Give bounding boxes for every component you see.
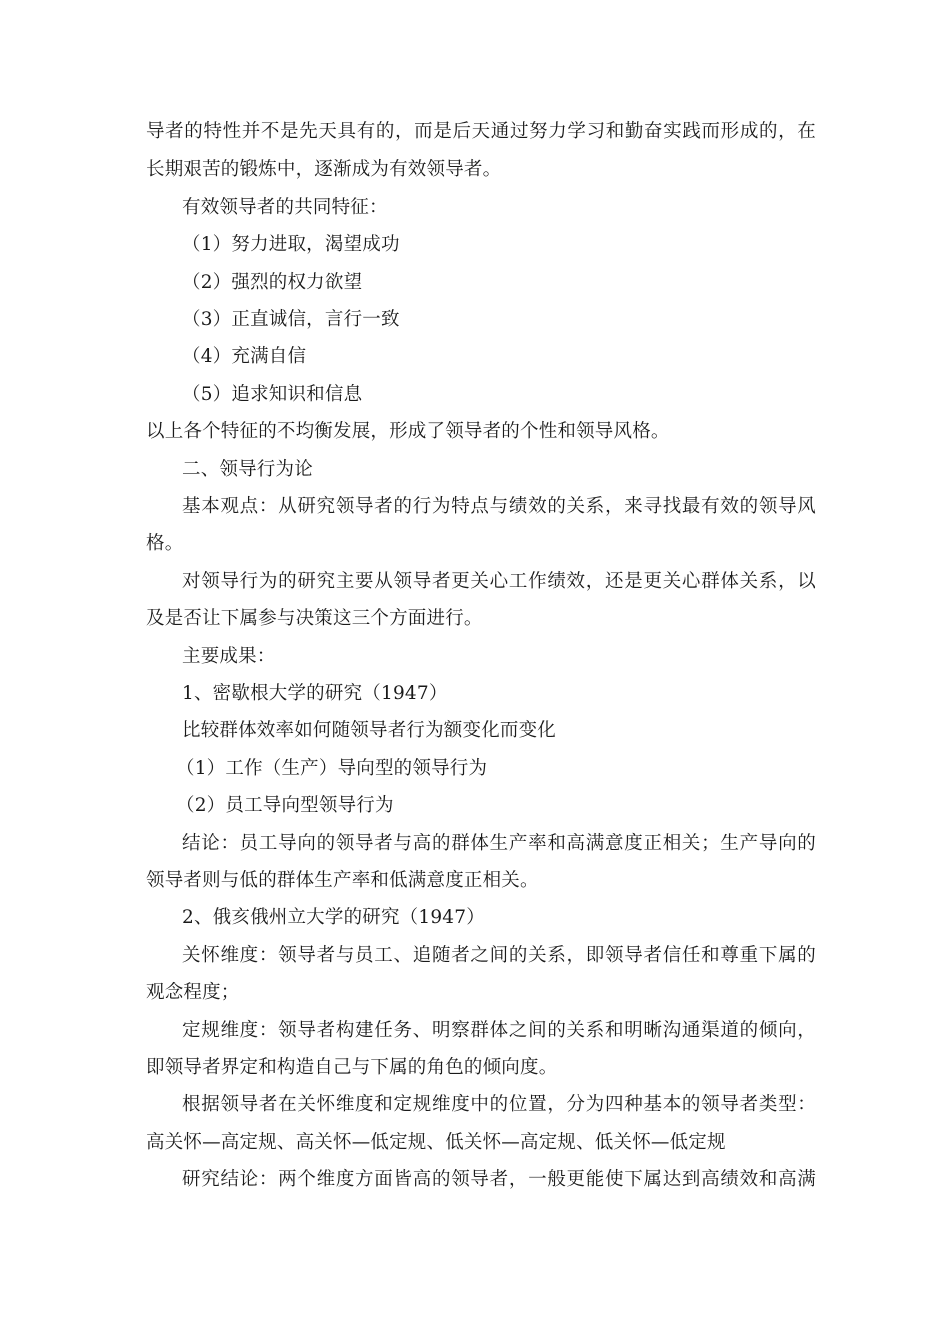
paragraph-line: 及是否让下属参与决策这三个方面进行。 [146, 608, 483, 629]
paragraph-line: 定规维度：领导者构建任务、明察群体之间的关系和明晰沟通渠道的倾向， [182, 1020, 816, 1041]
paragraph-line: 基本观点：从研究领导者的行为特点与绩效的关系，来寻找最有效的领导风 [182, 496, 816, 517]
paragraph-line: 有效领导者的共同特征： [182, 197, 388, 218]
list-item: （4）充满自信 [182, 346, 307, 367]
paragraph-line: 研究结论：两个维度方面皆高的领导者，一般更能使下属达到高绩效和高满 [182, 1169, 816, 1190]
paragraph-line: 导者的特性并不是先天具有的，而是后天通过努力学习和勤奋实践而形成的，在 [146, 121, 816, 142]
paragraph-line: 关怀维度：领导者与员工、追随者之间的关系，即领导者信任和尊重下属的 [182, 945, 816, 966]
list-item: （1）工作（生产）导向型的领导行为 [176, 758, 488, 779]
list-item: （1）努力进取，渴望成功 [182, 234, 400, 255]
subheading: 1、密歇根大学的研究（1947） [182, 683, 448, 704]
paragraph-line: 对领导行为的研究主要从领导者更关心工作绩效，还是更关心群体关系，以 [182, 571, 816, 592]
paragraph-line: 比较群体效率如何随领导者行为额变化而变化 [182, 720, 557, 741]
paragraph-line: 主要成果： [182, 646, 276, 667]
paragraph-line: 即领导者界定和构造自己与下属的角色的倾向度。 [146, 1057, 558, 1078]
section-heading: 二、领导行为论 [182, 459, 313, 480]
list-item: （5）追求知识和信息 [182, 384, 363, 405]
list-item: （2）员工导向型领导行为 [176, 795, 394, 816]
paragraph-line: 根据领导者在关怀维度和定规维度中的位置，分为四种基本的领导者类型： [182, 1094, 816, 1115]
paragraph-line: 结论：员工导向的领导者与高的群体生产率和高满意度正相关；生产导向的 [182, 833, 816, 854]
paragraph-line: 格。 [146, 533, 184, 554]
list-item: （3）正直诚信，言行一致 [182, 309, 400, 330]
paragraph-line: 高关怀—高定规、高关怀—低定规、低关怀—高定规、低关怀—低定规 [146, 1132, 726, 1153]
paragraph-line: 领导者则与低的群体生产率和低满意度正相关。 [146, 870, 539, 891]
list-item: （2）强烈的权力欲望 [182, 272, 363, 293]
paragraph-line: 长期艰苦的锻炼中，逐渐成为有效领导者。 [146, 159, 502, 180]
subheading: 2、俄亥俄州立大学的研究（1947） [182, 907, 485, 928]
paragraph-line: 观念程度； [146, 982, 240, 1003]
paragraph-line: 以上各个特征的不均衡发展，形成了领导者的个性和领导风格。 [146, 421, 670, 442]
